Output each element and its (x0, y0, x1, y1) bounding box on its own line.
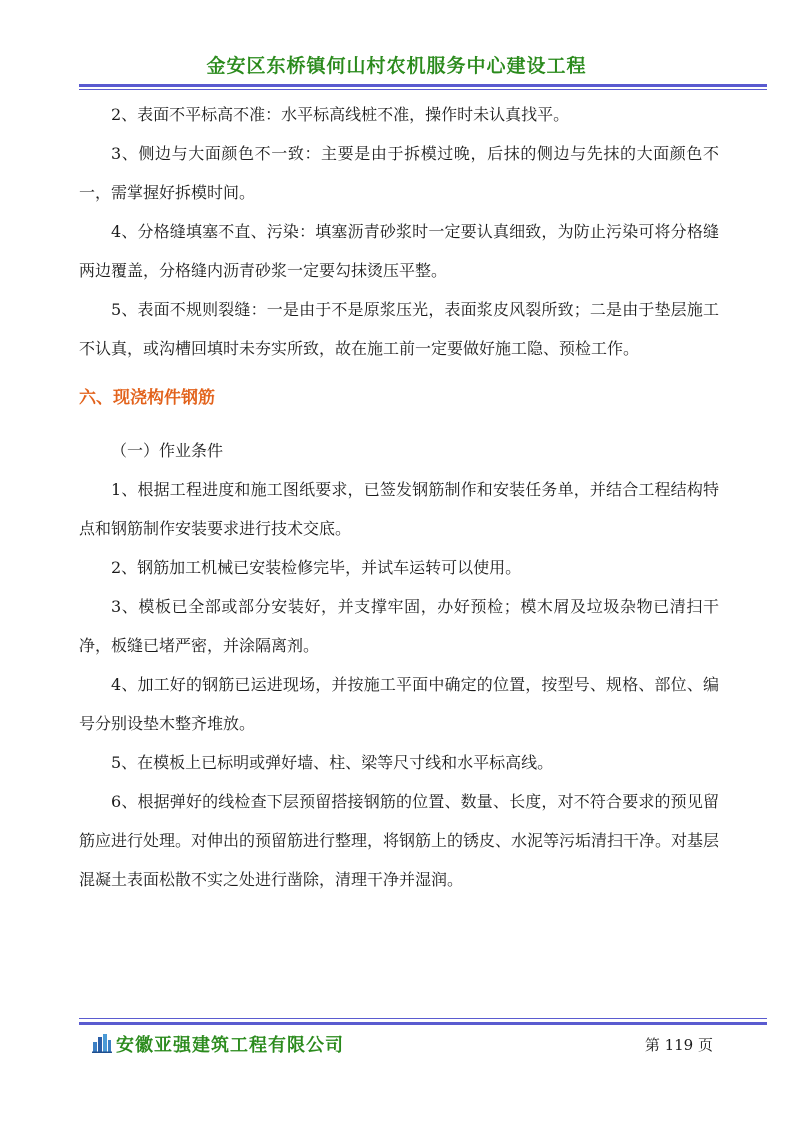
section-heading: 六、现浇构件钢筋 (79, 388, 215, 408)
footer-rule-thin (79, 1018, 767, 1019)
header-rule-thin (79, 89, 767, 90)
paragraph: 2、钢筋加工机械已安装检修完毕，并试车运转可以使用。 (111, 558, 522, 577)
header-rule-thick (79, 84, 767, 87)
paragraph: 4、分格缝填塞不直、污染：填塞沥青砂浆时一定要认真细致，为防止污染可将分格缝两边覆盖，分格缝内沥青砂浆一定要勾抹烫压平整。 (79, 222, 719, 280)
paragraph: 2、表面不平标高不准：水平标高线桩不准，操作时未认真找平。 (111, 105, 570, 124)
paragraph: 6、根据弹好的线检查下层预留搭接钢筋的位置、数量、长度，对不符合要求的预见留筋应进行处理。对伸出的预留筋进行整理，将钢筋上的锈皮、水泥等污垢清扫干净。对基层混凝土表面松散不实之处进行凿除，清理干净并湿润。 (79, 792, 720, 889)
sub-heading: （一）作业条件 (111, 441, 224, 460)
paragraph: 1、根据工程进度和施工图纸要求，已签发钢筋制作和安装任务单，并结合工程结构特点和钢筋制作安装要求进行技术交底。 (79, 480, 719, 538)
page-header-title: 金安区东桥镇何山村农机服务中心建设工程 (206, 55, 587, 77)
page-number: 第 119 页 (644, 1036, 713, 1054)
paragraph: 5、表面不规则裂缝：一是由于不是原浆压光，表面浆皮风裂所致；二是由于垫层施工不认真，或沟槽回填时未夯实所致，故在施工前一定要做好施工隐、预检工作。 (79, 300, 719, 358)
footer-company-name: 安徽亚强建筑工程有限公司 (116, 1035, 344, 1056)
paragraph: 4、加工好的钢筋已运进现场，并按施工平面中确定的位置，按型号、规格、部位、编号分别设垫木整齐堆放。 (79, 675, 719, 733)
document-body (79, 95, 719, 899)
paragraph: 3、侧边与大面颜色不一致：主要是由于拆模过晚，后抹的侧边与先抹的大面颜色不一，需掌握好拆模时间。 (79, 144, 719, 202)
paragraph: 3、模板已全部或部分安装好，并支撑牢固，办好预检；模木屑及垃圾杂物已清扫干净，板缝已堵严密，并涂隔离剂。 (79, 597, 719, 655)
paragraph: 5、在模板上已标明或弹好墙、柱、梁等尺寸线和水平标高线。 (111, 753, 554, 772)
building-logo-icon (92, 1033, 112, 1053)
footer-rule-thick (79, 1022, 767, 1025)
